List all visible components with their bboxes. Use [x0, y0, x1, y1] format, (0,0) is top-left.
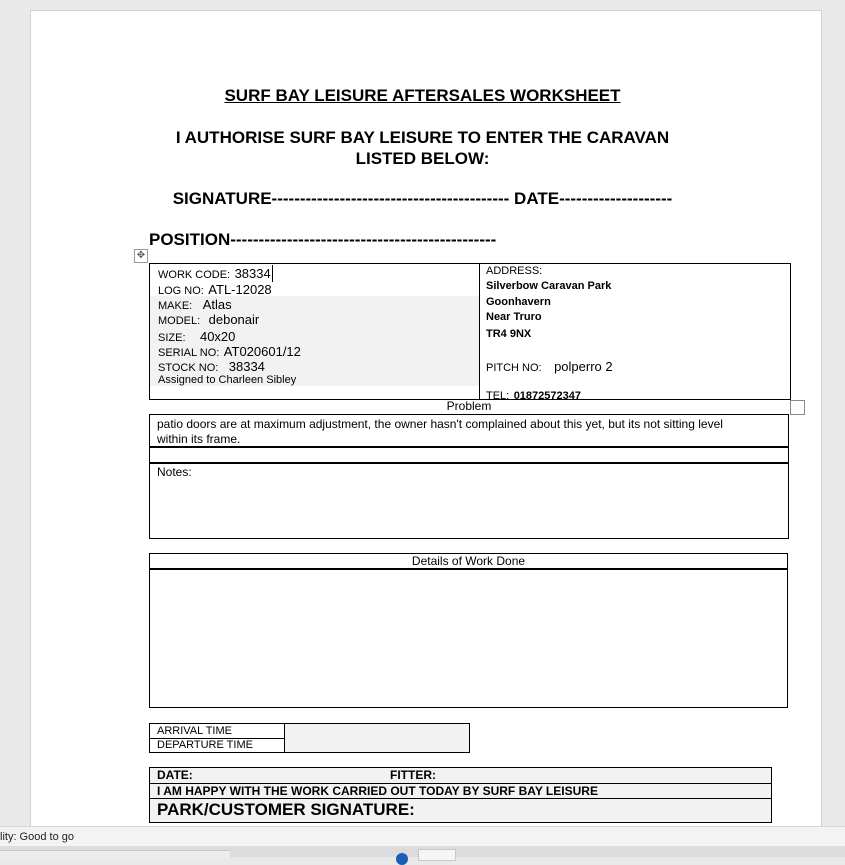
stock-no-label: STOCK NO:: [158, 362, 219, 374]
pitch-no-label: PITCH NO:: [486, 362, 542, 374]
departure-value-cell[interactable]: [285, 738, 469, 752]
taskbar-left-region: [0, 850, 230, 859]
arrival-label: ARRIVAL TIME: [157, 725, 232, 737]
caravan-info-table: [149, 263, 791, 400]
departure-label-cell: [150, 738, 285, 752]
address-line-3: Near Truro: [486, 311, 542, 323]
problem-text-cell[interactable]: [149, 414, 789, 448]
pitch-no-row: [486, 358, 613, 376]
assigned-to: Assigned to Charleen Sibley: [158, 374, 297, 386]
serial-no-value[interactable]: AT020601/12: [223, 344, 301, 359]
work-code-label: WORK CODE:: [158, 269, 231, 281]
work-done-heading: Details of Work Done: [411, 554, 526, 568]
happy-statement: I AM HAPPY WITH THE WORK CARRIED OUT TODAY BY SURF BAY LEISURE: [157, 784, 598, 798]
serial-no-label: SERIAL NO:: [158, 347, 220, 359]
work-code-value[interactable]: 38334: [234, 266, 271, 281]
size-label: SIZE:: [158, 332, 186, 344]
size-value[interactable]: 40x20: [199, 329, 236, 344]
model-value[interactable]: debonair: [208, 312, 260, 327]
arrival-value-cell[interactable]: [285, 724, 469, 738]
notes-label: Notes:: [157, 465, 192, 479]
work-done-cell[interactable]: [149, 568, 788, 708]
authorise-text: [0, 127, 845, 169]
problem-text-line-1: patio doors are at maximum adjustment, the owner hasn't complained about this yet, but its not sitting level: [157, 417, 723, 431]
table-move-handle-icon[interactable]: ✥: [134, 249, 148, 263]
address-label: ADDRESS:: [486, 265, 543, 277]
signoff-table: [149, 767, 772, 823]
authorise-line-2: LISTED BELOW:: [355, 149, 490, 168]
make-label: MAKE:: [158, 300, 193, 312]
address-line-2: Goonhavern: [486, 296, 551, 308]
address-line-4: TR4 9NX: [486, 328, 532, 340]
departure-label: DEPARTURE TIME: [157, 739, 253, 751]
tel-value[interactable]: 01872572347: [513, 390, 581, 402]
notes-cell[interactable]: [149, 462, 789, 539]
happy-row: [150, 784, 771, 799]
worksheet-title: SURF BAY LEISURE AFTERSALES WORKSHEET: [224, 86, 621, 105]
table-resize-handle[interactable]: [790, 400, 805, 415]
status-bar: [0, 826, 845, 847]
model-row: [158, 311, 259, 329]
customer-signature-label: PARK/CUSTOMER SIGNATURE:: [157, 800, 415, 819]
authorise-line-1: I AUTHORISE SURF BAY LEISURE TO ENTER THE CARAVAN: [175, 128, 670, 147]
taskbar-item[interactable]: [418, 849, 456, 861]
model-label: MODEL:: [158, 315, 201, 327]
arrival-label-cell: [150, 724, 285, 738]
problem-heading: Problem: [446, 399, 492, 413]
date-fitter-row[interactable]: [150, 768, 771, 784]
signature-date-line: SIGNATURE------------------------------------------ DATE--------------------: [172, 189, 673, 208]
info-column-divider: [479, 264, 480, 399]
address-line-1: Silverbow Caravan Park: [486, 280, 612, 292]
pitch-no-value[interactable]: polperro 2: [554, 359, 613, 374]
problem-text-line-2: within its frame.: [157, 432, 241, 446]
log-no-label: LOG NO:: [158, 285, 204, 297]
date-label: DATE:: [157, 768, 193, 782]
arrival-row: [150, 724, 469, 739]
departure-row: [150, 738, 469, 752]
tel-label: TEL:: [486, 390, 510, 402]
stock-no-value[interactable]: 38334: [228, 359, 265, 374]
position-line: POSITION-----------------------------------------------: [149, 230, 497, 249]
log-no-value[interactable]: ATL-12028: [208, 282, 272, 297]
app-icon[interactable]: [396, 853, 408, 865]
text-cursor: [272, 265, 273, 282]
accessibility-status[interactable]: lity: Good to go: [0, 831, 74, 843]
problem-text: [157, 417, 723, 447]
fitter-label: FITTER:: [390, 768, 436, 782]
customer-signature-row[interactable]: [150, 799, 771, 822]
times-table: [149, 723, 470, 753]
make-value[interactable]: Atlas: [202, 297, 232, 312]
